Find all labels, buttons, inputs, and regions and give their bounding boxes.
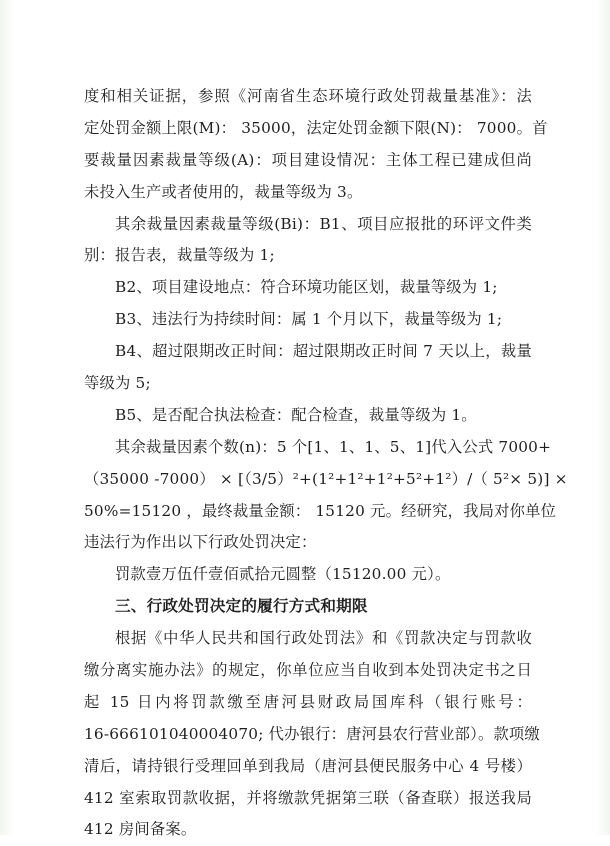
text-line-9: B4、超过限期改正时间：超过限期改正时间 7 天以上，裁量 [115, 342, 532, 361]
text-line-24: 412 房间备案。 [84, 820, 197, 839]
section-heading: 三、行政处罚决定的履行方式和期限 [115, 597, 368, 616]
text-line-20: 起 15 日内将罚款缴至唐河县财政局国库科（银行账号： [84, 692, 532, 711]
text-line-13: （35000 -7000） × [（3/5）²+(1²+1²+1²+5²+1²）/（ 5²× 5)] × [84, 469, 568, 488]
text-line-6: 别：报告表，裁量等级为 1; [84, 246, 275, 265]
text-line-16: 罚款壹万伍仟壹佰贰拾元圆整（15120.00 元）。 [115, 565, 451, 584]
text-line-15: 违法行为作出以下行政处罚决定： [84, 533, 317, 552]
text-line-22: 清后，请持银行受理回单到我局（唐河县便民服务中心 4 号楼） [84, 756, 532, 775]
document-body [84, 81, 568, 846]
text-line-21: 16-666101040004070; 代办银行：唐河县农行营业部）。款项缴 [84, 724, 540, 743]
text-line-3: 要裁量因素裁量等级(A)：项目建设情况：主体工程已建成但尚 [84, 150, 532, 169]
text-line-5: 其余裁量因素裁量等级(Bi)：B1、项目应报批的环评文件类 [115, 214, 532, 233]
text-line-14: 50%=15120 ，最终裁量金额： 15120 元。经研究，我局对你单位 [84, 501, 557, 520]
text-line-19: 缴分离实施办法》的规定，你单位应当自收到本处罚决定书之日 [84, 661, 532, 680]
text-line-11: B5、是否配合执法检查：配合检查，裁量等级为 1。 [115, 405, 477, 424]
text-line-1: 度和相关证据，参照《河南省生态环境行政处罚裁量基准》：法 [84, 87, 532, 105]
text-line-2: 定处罚金额上限(M)： 35000，法定处罚金额下限(N)： 7000。首 [84, 118, 548, 137]
text-line-7: B2、项目建设地点：符合环境功能区划，裁量等级为 1; [115, 278, 498, 297]
text-line-8: B3、违法行为持续时间：属 1 个月以下，裁量等级为 1; [115, 310, 503, 329]
text-line-18: 根据《中华人民共和国行政处罚法》和《罚款决定与罚款收 [115, 629, 532, 648]
text-line-4: 未投入生产或者使用的，裁量等级为 3。 [84, 182, 363, 201]
text-line-10: 等级为 5; [84, 374, 151, 393]
text-line-12: 其余裁量因素个数(n)：5 个[1、1、1、5、1]代入公式 7000+ [115, 437, 552, 456]
text-line-23: 412 室索取罚款收据，并将缴款凭据第三联（备查联）报送我局 [84, 788, 532, 807]
